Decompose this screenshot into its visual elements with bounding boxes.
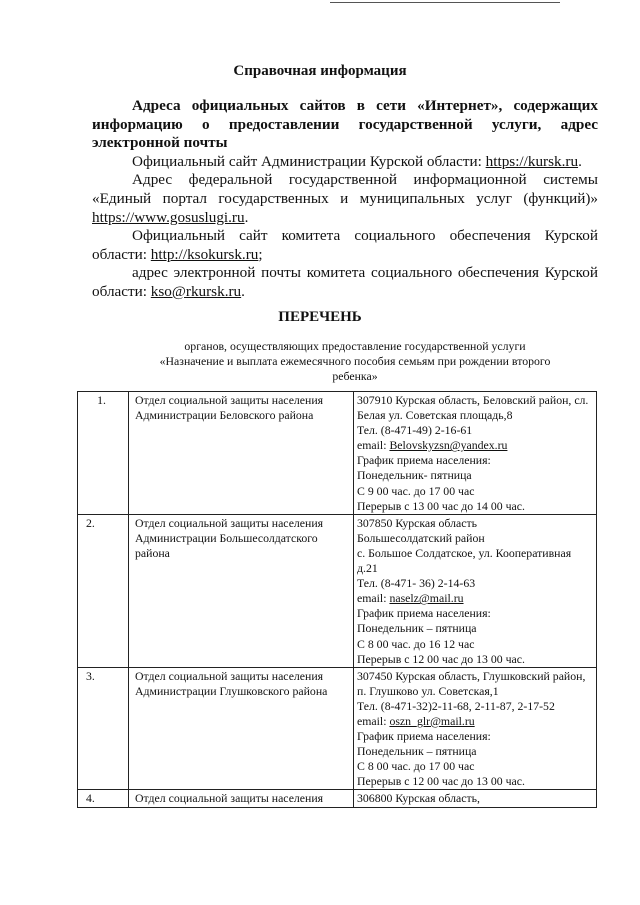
email-link[interactable]: oszn_glr@mail.ru bbox=[389, 713, 475, 728]
agency-contacts: 306800 Курская область, bbox=[354, 790, 597, 807]
link-ksokursk[interactable]: http://ksokursk.ru bbox=[150, 245, 259, 263]
agency-name: Отдел социальной защиты населения Администрации Беловского района bbox=[129, 392, 354, 515]
paragraph-kursk-site: Официальный сайт Администрации Курской области: https://kursk.ru. bbox=[132, 152, 582, 170]
link-gosuslugi[interactable]: https://www.gosuslugi.ru bbox=[92, 208, 245, 226]
agency-contacts: 307910 Курская область, Беловский район, сл. Белая ул. Советская площадь,8 Тел. (8-471-49) 2-16-61 email: Belovskyzsn@yandex.ru График приема населения: Понедельник- пятница С 9 00 час. до 17 00 час Перерыв с 13 00 час до 14 00 час. bbox=[354, 392, 597, 515]
top-rule bbox=[330, 2, 560, 3]
agency-name: Отдел социальной защиты населения bbox=[129, 790, 354, 807]
row-number: 3. bbox=[78, 667, 129, 790]
email-link[interactable]: naselz@mail.ru bbox=[389, 591, 464, 606]
list-title: ПЕРЕЧЕНЬ bbox=[278, 309, 362, 325]
paragraph-gosuslugi: Адрес федеральной государственной информационной системы «Единый портал государственных и муниципальных услуг (функций)» https://www.gosuslugi.ru. bbox=[92, 171, 598, 226]
email-link[interactable]: Belovskyzsn@yandex.ru bbox=[389, 438, 508, 453]
agency-contacts: 307850 Курская область Большесолдатский район с. Большое Солдатское, ул. Кооперативная д.21 Тел. (8-471- 36) 2-14-63 email: naselz@mail.ru График приема населения: Понедельник – пятница С 8 00 час. до 16 12 час Перерыв с 12 00 час до 13 00 час. bbox=[354, 514, 597, 667]
link-kursk[interactable]: https://kursk.ru bbox=[485, 152, 579, 170]
intro-section bbox=[92, 97, 598, 302]
agency-name: Отдел социальной защиты населения Администрации Большесолдатского района bbox=[129, 514, 354, 667]
row-number: 2. bbox=[78, 514, 129, 667]
row-number: 4. bbox=[78, 790, 129, 807]
agency-name: Отдел социальной защиты населения Администрации Глушковского района bbox=[129, 667, 354, 790]
table-row bbox=[78, 790, 597, 807]
table-row bbox=[78, 392, 597, 515]
paragraph-committee-email: адрес электронной почты комитета социального обеспечения Курской области: kso@rkursk.ru. bbox=[92, 264, 598, 300]
table-row bbox=[78, 667, 597, 790]
row-number: 1. bbox=[78, 392, 129, 515]
agency-contacts: 307450 Курская область, Глушковский район, п. Глушково ул. Советская,1 Тел. (8-471-32)2-11-68, 2-11-87, 2-17-52 email: oszn_glr@mail.ru График приема населения: Понедельник – пятница С 8 00 час. до 17 00 час Перерыв с 12 00 час до 13 00 час. bbox=[354, 667, 597, 790]
section-heading: Адреса официальных сайтов в сети «Интернет», содержащих информацию о предоставлении государственной услуги, адрес электронной почты bbox=[92, 97, 598, 152]
paragraph-committee-site: Официальный сайт комитета социального обеспечения Курской области: http://ksokursk.ru; bbox=[92, 227, 598, 263]
link-email-kso[interactable]: kso@rkursk.ru bbox=[150, 282, 242, 300]
agencies-table bbox=[77, 391, 597, 808]
table-row bbox=[78, 514, 597, 667]
list-subtitle: органов, осуществляющих предоставление государственной услуги «Назначение и выплата ежемесячного пособия семьям при рождении второго ребенка» bbox=[159, 339, 551, 383]
page-title: Справочная информация bbox=[233, 63, 407, 79]
